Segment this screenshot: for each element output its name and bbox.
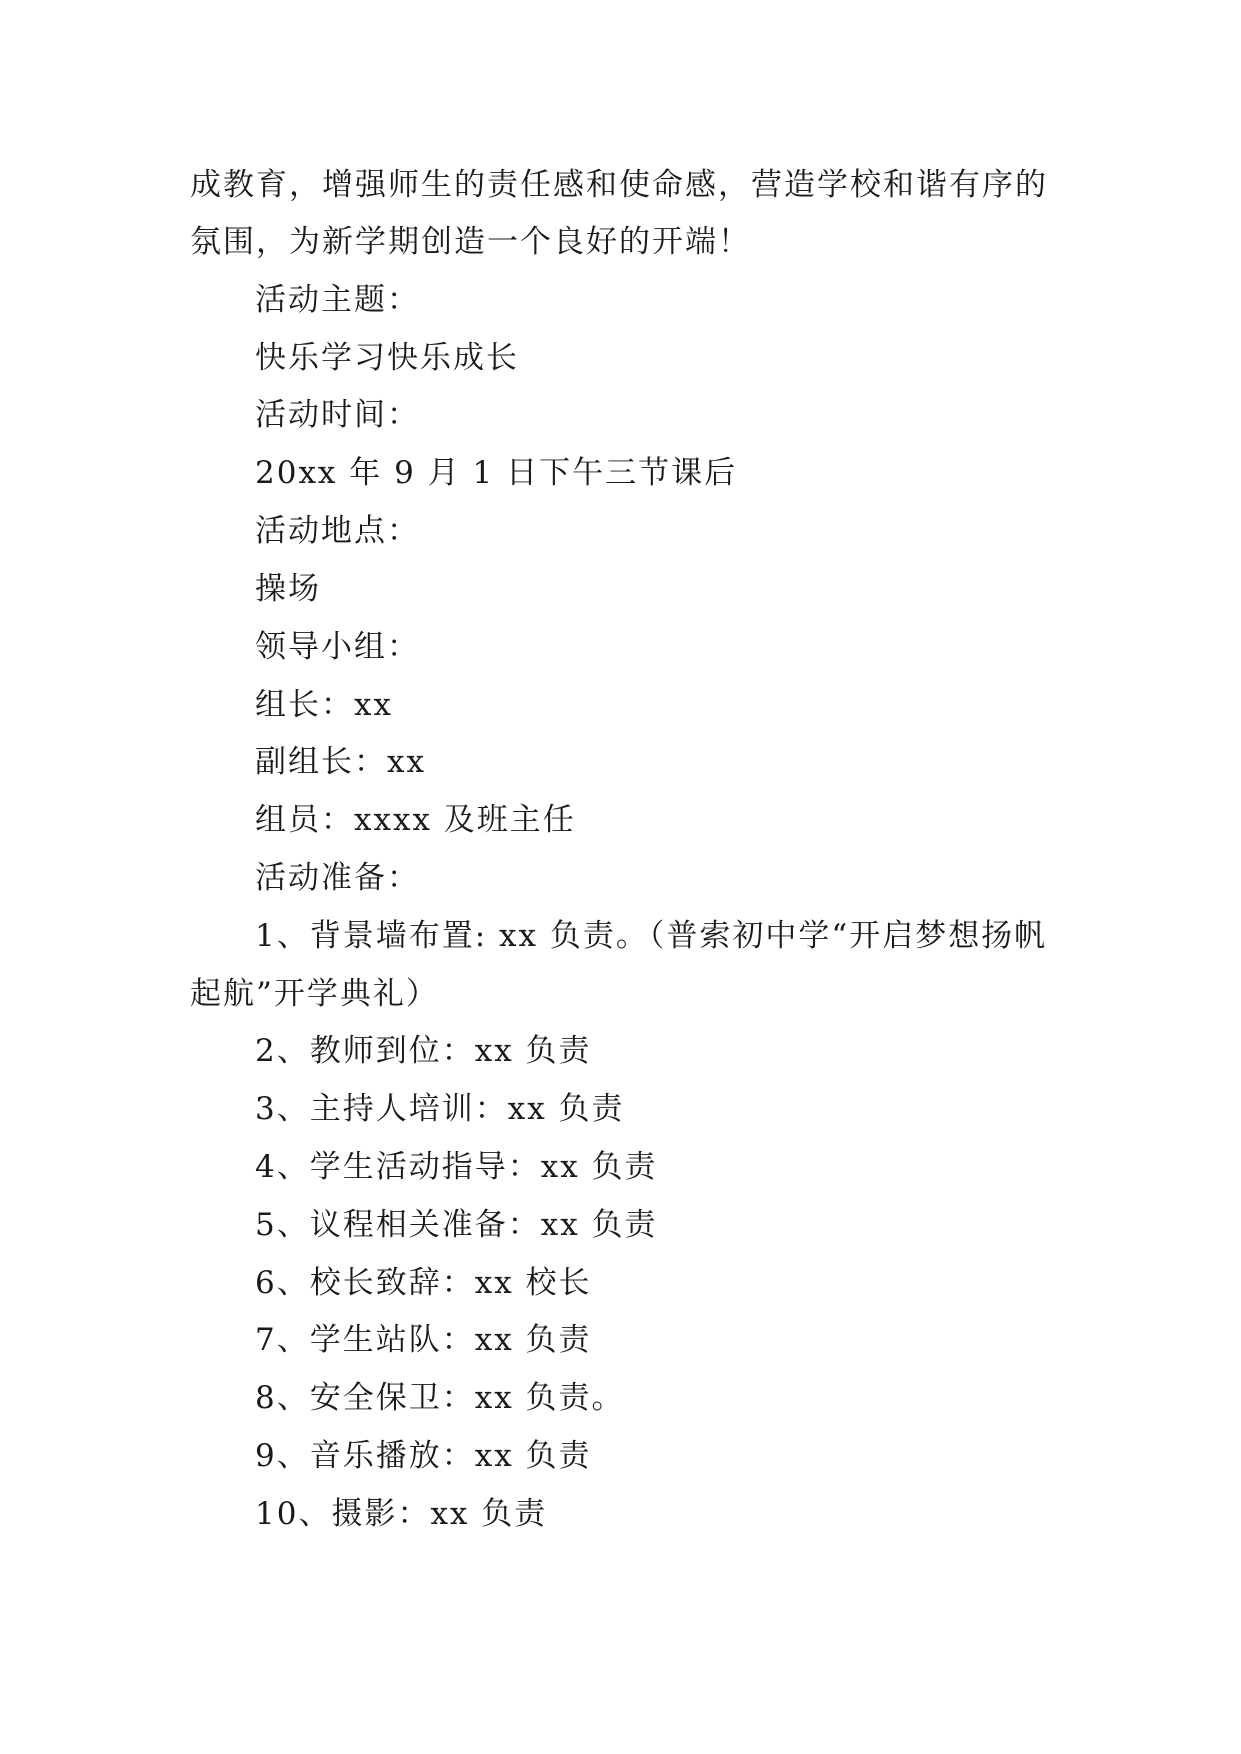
theme-text: 快乐学习快乐成长 [255,340,519,376]
prep-item-2: 2、教师到位：xx 负责 [255,1033,592,1069]
section-heading-theme: 活动主题： [255,282,420,318]
time-text: 20xx 年 9 月 1 日下午三节课后 [255,455,738,491]
deputy-leader-text: 副组长：xx [255,744,426,780]
prep-item-6: 6、校长致辞：xx 校长 [255,1265,592,1301]
prep-item-9: 9、音乐播放：xx 负责 [255,1438,592,1474]
prep-item-3: 3、主持人培训：xx 负责 [255,1091,625,1127]
paragraph-continuation-line-1: 成教育，增强师生的责任感和使命感，营造学校和谐有序的 [190,167,1048,203]
members-text: 组员：xxxx 及班主任 [255,802,576,838]
location-text: 操场 [255,571,321,607]
section-heading-preparation: 活动准备： [255,860,420,896]
prep-item-1-line-1: 1、背景墙布置: xx 负责。（普索初中学“开启梦想扬帆 [255,918,1048,954]
prep-item-5: 5、议程相关准备：xx 负责 [255,1207,658,1243]
section-heading-leadership: 领导小组： [255,629,420,665]
paragraph-continuation-line-2: 氛围，为新学期创造一个良好的开端！ [190,224,751,260]
prep-item-8: 8、安全保卫：xx 负责。 [255,1380,625,1416]
section-heading-location: 活动地点： [255,513,420,549]
leader-text: 组长：xx [255,687,393,723]
prep-item-10: 10、摄影：xx 负责 [255,1496,548,1532]
prep-item-7: 7、学生站队：xx 负责 [255,1322,592,1358]
section-heading-time: 活动时间： [255,397,420,433]
prep-item-4: 4、学生活动指导：xx 负责 [255,1149,658,1185]
prep-item-1-line-2: 起航”开学典礼） [190,976,439,1012]
